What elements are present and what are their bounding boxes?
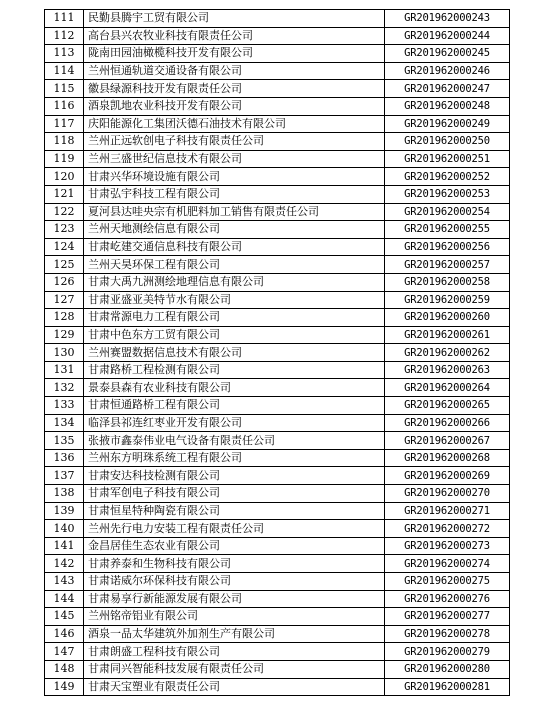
table-row <box>45 291 510 309</box>
table-row <box>45 10 510 28</box>
row-number-cell: 123 <box>45 221 84 239</box>
certificate-code-cell: GR201962000277 <box>385 608 510 626</box>
company-name-cell: 甘肃恒星特种陶瓷有限公司 <box>84 502 385 520</box>
row-number-cell: 115 <box>45 80 84 98</box>
company-name-cell: 甘肃军创电子科技有限公司 <box>84 485 385 503</box>
certificate-code-cell: GR201962000263 <box>385 361 510 379</box>
company-name-cell: 徽县绿源科技开发有限责任公司 <box>84 80 385 98</box>
table-row <box>45 625 510 643</box>
row-number-cell: 116 <box>45 97 84 115</box>
table-row <box>45 608 510 626</box>
table-row <box>45 361 510 379</box>
company-name-cell: 酒泉一品太华建筑外加剂生产有限公司 <box>84 625 385 643</box>
row-number-cell: 119 <box>45 150 84 168</box>
table-row <box>45 414 510 432</box>
table-row <box>45 678 510 696</box>
certificate-code-cell: GR201962000243 <box>385 10 510 28</box>
certificate-code-cell: GR201962000276 <box>385 590 510 608</box>
table-row <box>45 168 510 186</box>
company-name-cell: 庆阳能源化工集团沃德石油技术有限公司 <box>84 115 385 133</box>
row-number-cell: 138 <box>45 485 84 503</box>
table-row <box>45 273 510 291</box>
certificate-code-cell: GR201962000268 <box>385 449 510 467</box>
certificate-code-cell: GR201962000270 <box>385 485 510 503</box>
row-number-cell: 139 <box>45 502 84 520</box>
table-row <box>45 537 510 555</box>
row-number-cell: 122 <box>45 203 84 221</box>
certificate-code-cell: GR201962000278 <box>385 625 510 643</box>
row-number-cell: 114 <box>45 62 84 80</box>
company-name-cell: 甘肃易享行新能源发展有限公司 <box>84 590 385 608</box>
row-number-cell: 132 <box>45 379 84 397</box>
table-row <box>45 27 510 45</box>
table-row <box>45 115 510 133</box>
row-number-cell: 147 <box>45 643 84 661</box>
company-name-cell: 兰州天昊环保工程有限公司 <box>84 256 385 274</box>
row-number-cell: 149 <box>45 678 84 696</box>
certificate-code-cell: GR201962000271 <box>385 502 510 520</box>
company-name-cell: 景泰县森有农业科技有限公司 <box>84 379 385 397</box>
certificate-code-cell: GR201962000257 <box>385 256 510 274</box>
company-name-cell: 兰州铭帝铝业有限公司 <box>84 608 385 626</box>
company-name-cell: 甘肃朗盛工程科技有限公司 <box>84 643 385 661</box>
company-name-cell: 甘肃弘宇科技工程有限公司 <box>84 185 385 203</box>
table-row <box>45 185 510 203</box>
certificate-code-cell: GR201962000253 <box>385 185 510 203</box>
table-row <box>45 203 510 221</box>
company-name-cell: 甘肃安达科技检测有限公司 <box>84 467 385 485</box>
table-row <box>45 62 510 80</box>
company-name-cell: 兰州恒通轨道交通设备有限公司 <box>84 62 385 80</box>
table-row <box>45 309 510 327</box>
row-number-cell: 117 <box>45 115 84 133</box>
table-row <box>45 467 510 485</box>
table-row <box>45 45 510 63</box>
certificate-code-cell: GR201962000273 <box>385 537 510 555</box>
row-number-cell: 133 <box>45 397 84 415</box>
certificate-code-cell: GR201962000256 <box>385 238 510 256</box>
row-number-cell: 113 <box>45 45 84 63</box>
row-number-cell: 118 <box>45 133 84 151</box>
certificate-code-cell: GR201962000246 <box>385 62 510 80</box>
company-name-cell: 甘肃同兴智能科技发展有限责任公司 <box>84 660 385 678</box>
company-name-cell: 金昌居佳生态农业有限公司 <box>84 537 385 555</box>
row-number-cell: 124 <box>45 238 84 256</box>
certificate-code-cell: GR201962000280 <box>385 660 510 678</box>
certificate-code-cell: GR201962000264 <box>385 379 510 397</box>
company-name-cell: 甘肃恒通路桥工程有限公司 <box>84 397 385 415</box>
company-table <box>44 9 510 696</box>
company-name-cell: 甘肃屹建交通信息科技有限公司 <box>84 238 385 256</box>
company-name-cell: 夏河县达哇央宗有机肥料加工销售有限责任公司 <box>84 203 385 221</box>
company-name-cell: 兰州天地测绘信息有限公司 <box>84 221 385 239</box>
table-row <box>45 660 510 678</box>
row-number-cell: 148 <box>45 660 84 678</box>
table-row <box>45 150 510 168</box>
company-name-cell: 临泽县祁连红枣业开发有限公司 <box>84 414 385 432</box>
company-name-cell: 甘肃路桥工程检测有限公司 <box>84 361 385 379</box>
certificate-code-cell: GR201962000274 <box>385 555 510 573</box>
row-number-cell: 127 <box>45 291 84 309</box>
table-row <box>45 432 510 450</box>
company-name-cell: 甘肃亚盛亚美特节水有限公司 <box>84 291 385 309</box>
certificate-code-cell: GR201962000265 <box>385 397 510 415</box>
certificate-code-cell: GR201962000252 <box>385 168 510 186</box>
certificate-code-cell: GR201962000261 <box>385 326 510 344</box>
certificate-code-cell: GR201962000245 <box>385 45 510 63</box>
certificate-code-cell: GR201962000247 <box>385 80 510 98</box>
table-row <box>45 97 510 115</box>
row-number-cell: 135 <box>45 432 84 450</box>
row-number-cell: 128 <box>45 309 84 327</box>
table-row <box>45 590 510 608</box>
row-number-cell: 137 <box>45 467 84 485</box>
table-row <box>45 326 510 344</box>
row-number-cell: 145 <box>45 608 84 626</box>
certificate-code-cell: GR201962000262 <box>385 344 510 362</box>
certificate-code-cell: GR201962000267 <box>385 432 510 450</box>
company-name-cell: 甘肃常源电力工程有限公司 <box>84 309 385 327</box>
row-number-cell: 131 <box>45 361 84 379</box>
company-list-sheet <box>44 9 510 696</box>
row-number-cell: 130 <box>45 344 84 362</box>
row-number-cell: 125 <box>45 256 84 274</box>
table-row <box>45 502 510 520</box>
certificate-code-cell: GR201962000259 <box>385 291 510 309</box>
table-row <box>45 397 510 415</box>
certificate-code-cell: GR201962000258 <box>385 273 510 291</box>
certificate-code-cell: GR201962000275 <box>385 573 510 591</box>
table-row <box>45 643 510 661</box>
certificate-code-cell: GR201962000255 <box>385 221 510 239</box>
company-name-cell: 兰州赛盟数据信息技术有限公司 <box>84 344 385 362</box>
certificate-code-cell: GR201962000244 <box>385 27 510 45</box>
company-name-cell: 民勤县腾宇工贸有限公司 <box>84 10 385 28</box>
company-name-cell: 甘肃中色东方工贸有限公司 <box>84 326 385 344</box>
table-row <box>45 573 510 591</box>
certificate-code-cell: GR201962000260 <box>385 309 510 327</box>
company-name-cell: 张掖市鑫泰伟业电气设备有限责任公司 <box>84 432 385 450</box>
table-row <box>45 221 510 239</box>
row-number-cell: 112 <box>45 27 84 45</box>
table-row <box>45 80 510 98</box>
table-row <box>45 379 510 397</box>
certificate-code-cell: GR201962000249 <box>385 115 510 133</box>
row-number-cell: 143 <box>45 573 84 591</box>
company-name-cell: 甘肃兴华环境设施有限公司 <box>84 168 385 186</box>
company-name-cell: 酒泉凯地农业科技开发有限公司 <box>84 97 385 115</box>
row-number-cell: 144 <box>45 590 84 608</box>
table-row <box>45 520 510 538</box>
certificate-code-cell: GR201962000266 <box>385 414 510 432</box>
row-number-cell: 142 <box>45 555 84 573</box>
row-number-cell: 129 <box>45 326 84 344</box>
company-name-cell: 高台县兴农牧业科技有限责任公司 <box>84 27 385 45</box>
company-name-cell: 陇南田园油橄榄科技开发有限公司 <box>84 45 385 63</box>
table-row <box>45 256 510 274</box>
row-number-cell: 136 <box>45 449 84 467</box>
certificate-code-cell: GR201962000269 <box>385 467 510 485</box>
certificate-code-cell: GR201962000281 <box>385 678 510 696</box>
row-number-cell: 121 <box>45 185 84 203</box>
row-number-cell: 140 <box>45 520 84 538</box>
company-name-cell: 兰州正远软创电子科技有限责任公司 <box>84 133 385 151</box>
certificate-code-cell: GR201962000272 <box>385 520 510 538</box>
table-row <box>45 344 510 362</box>
table-row <box>45 485 510 503</box>
company-name-cell: 兰州先行电力安装工程有限责任公司 <box>84 520 385 538</box>
row-number-cell: 146 <box>45 625 84 643</box>
row-number-cell: 134 <box>45 414 84 432</box>
row-number-cell: 120 <box>45 168 84 186</box>
company-name-cell: 兰州三盛世纪信息技术有限公司 <box>84 150 385 168</box>
company-name-cell: 兰州东方明珠系统工程有限公司 <box>84 449 385 467</box>
table-row <box>45 555 510 573</box>
row-number-cell: 126 <box>45 273 84 291</box>
certificate-code-cell: GR201962000250 <box>385 133 510 151</box>
table-row <box>45 238 510 256</box>
company-name-cell: 甘肃大禹九洲测绘地理信息有限公司 <box>84 273 385 291</box>
table-row <box>45 449 510 467</box>
company-name-cell: 甘肃养泰和生物科技有限公司 <box>84 555 385 573</box>
company-table-body <box>45 10 510 696</box>
company-name-cell: 甘肃天宝塑业有限责任公司 <box>84 678 385 696</box>
certificate-code-cell: GR201962000248 <box>385 97 510 115</box>
company-name-cell: 甘肃诺威尔环保科技有限公司 <box>84 573 385 591</box>
row-number-cell: 141 <box>45 537 84 555</box>
certificate-code-cell: GR201962000254 <box>385 203 510 221</box>
row-number-cell: 111 <box>45 10 84 28</box>
table-row <box>45 133 510 151</box>
certificate-code-cell: GR201962000251 <box>385 150 510 168</box>
certificate-code-cell: GR201962000279 <box>385 643 510 661</box>
